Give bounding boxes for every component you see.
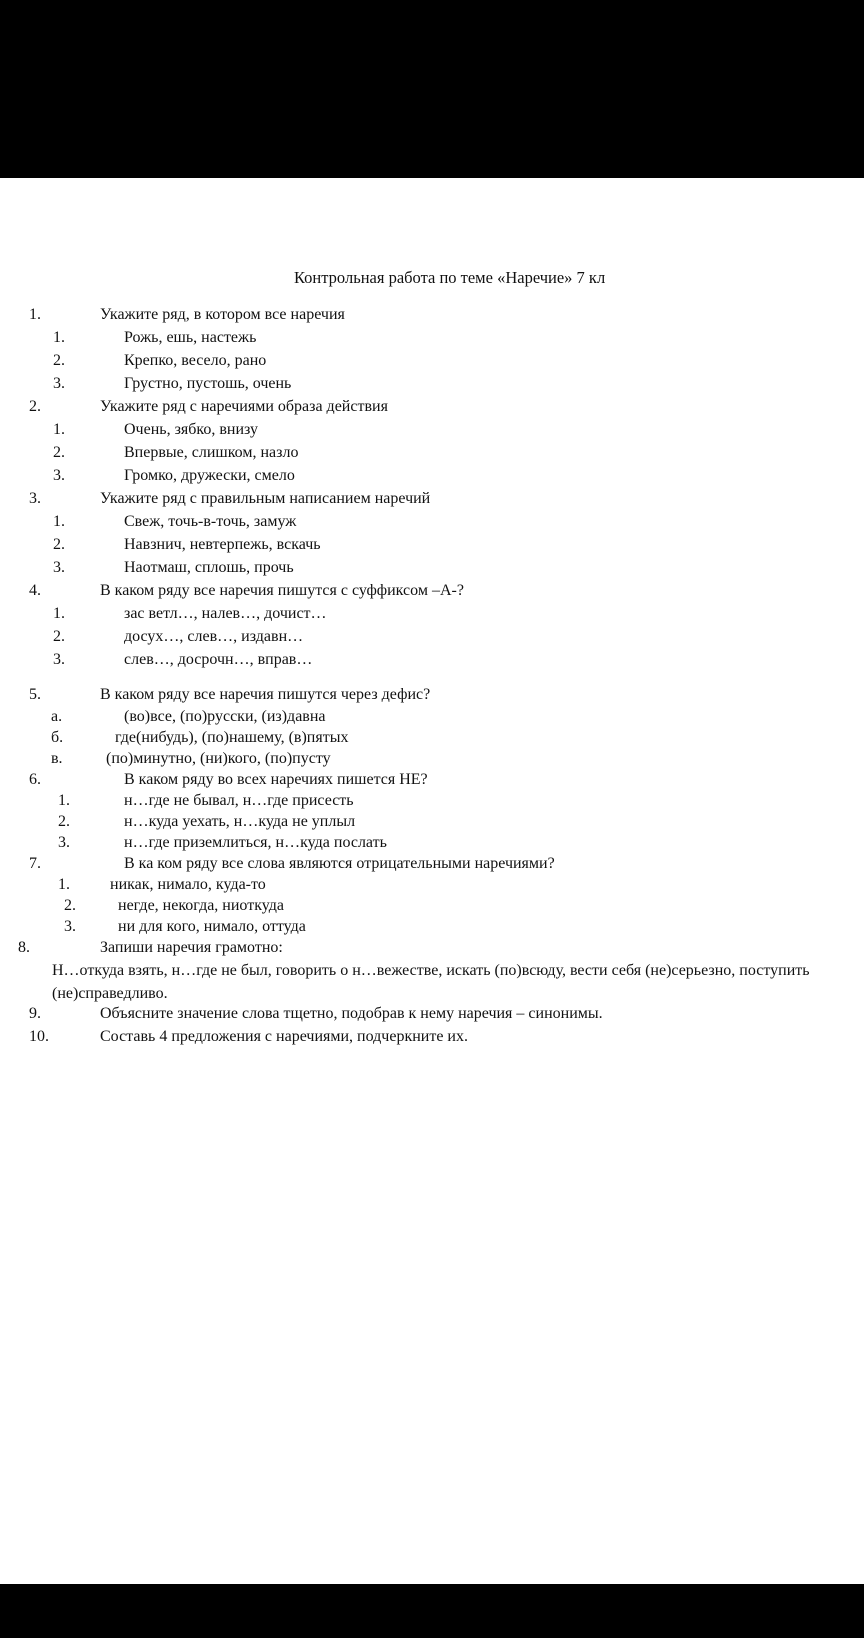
option-text: Навзнич, невтерпежь, вскачь [124,536,321,553]
question-text: Укажите ряд с наречиями образа действия [100,398,388,415]
question-number: 6. [29,771,41,788]
option-text: Громко, дружески, смело [124,467,295,484]
question-number: 7. [29,855,41,872]
option-text: (по)минутно, (ни)кого, (по)пусту [106,750,331,767]
option-marker: 3. [53,375,65,392]
option-marker: 2. [53,536,65,553]
option-marker: б. [51,729,64,746]
question-text: В каком ряду все наречия пишутся через дефис? [100,686,431,703]
option-text: слев…, досрочн…, вправ… [124,651,313,668]
question-text: В ка ком ряду все слова являются отрицательными наречиями? [124,855,555,872]
option-marker: 1. [53,421,65,438]
option-text: негде, некогда, ниоткуда [118,897,284,914]
option-marker: 3. [64,918,76,935]
option-marker: 1. [58,792,70,809]
option-marker: в. [51,750,63,767]
option-text: Очень, зябко, внизу [124,421,259,438]
question-text: В каком ряду во всех наречиях пишется НЕ? [124,771,428,788]
question-text: Укажите ряд, в котором все наречия [100,306,345,323]
option-marker: 3. [58,834,70,851]
option-marker: 2. [58,813,70,830]
page-title: Контрольная работа по теме «Наречие» 7 кл [294,268,606,287]
question-text: Укажите ряд с правильным написанием наречий [100,490,431,507]
option-text: где(нибудь), (по)нашему, (в)пятых [115,729,349,746]
question-text: В каком ряду все наречия пишутся с суффиксом –А-? [100,582,464,599]
option-text: Грустно, пустошь, очень [124,375,292,392]
option-text: Впервые, слишком, назло [124,444,299,461]
option-marker: 2. [53,628,65,645]
question-number: 2. [29,398,41,415]
task-paragraph: Н…откуда взять, н…где не был, говорить о н…вежестве, искать (по)всюду, вести себя (не)серьезно, поступить (не)справедливо. [52,962,810,1002]
option-marker: а. [51,708,63,725]
option-marker: 1. [53,605,65,622]
question-number: 10. [29,1028,49,1045]
option-text: н…куда уехать, н…куда не уплыл [124,813,356,830]
option-marker: 3. [53,467,65,484]
option-text: Наотмаш, сплошь, прочь [124,559,294,576]
question-number: 8. [18,939,30,956]
question-number: 4. [29,582,41,599]
question-number: 3. [29,490,41,507]
option-text: зас ветл…, налев…, дочист… [124,605,327,622]
option-text: н…где приземлиться, н…куда послать [124,834,387,851]
option-marker: 1. [53,513,65,530]
question-number: 5. [29,686,41,703]
option-text: никак, нимало, куда-то [110,876,266,893]
option-marker: 2. [53,444,65,461]
option-marker: 2. [53,352,65,369]
question-text: Объясните значение слова тщетно, подобрав к нему наречия – синонимы. [100,1005,603,1022]
option-text: н…где не бывал, н…где присесть [124,792,354,809]
option-marker: 3. [53,559,65,576]
option-text: (во)все, (по)русски, (из)давна [124,708,326,725]
option-marker: 1. [53,329,65,346]
option-marker: 3. [53,651,65,668]
option-text: досух…, слев…, издавн… [124,628,304,645]
question-number: 9. [29,1005,41,1022]
option-marker: 1. [58,876,70,893]
option-text: Крепко, весело, рано [124,352,267,369]
option-text: Рожь, ешь, настежь [124,329,257,346]
option-marker: 2. [64,897,76,914]
question-text: Составь 4 предложения с наречиями, подчеркните их. [100,1028,468,1045]
worksheet-page [0,178,864,1584]
option-text: ни для кого, нимало, оттуда [118,918,306,935]
option-text: Свеж, точь-в-точь, замуж [124,513,297,530]
question-number: 1. [29,306,41,323]
question-text: Запиши наречия грамотно: [100,939,283,956]
